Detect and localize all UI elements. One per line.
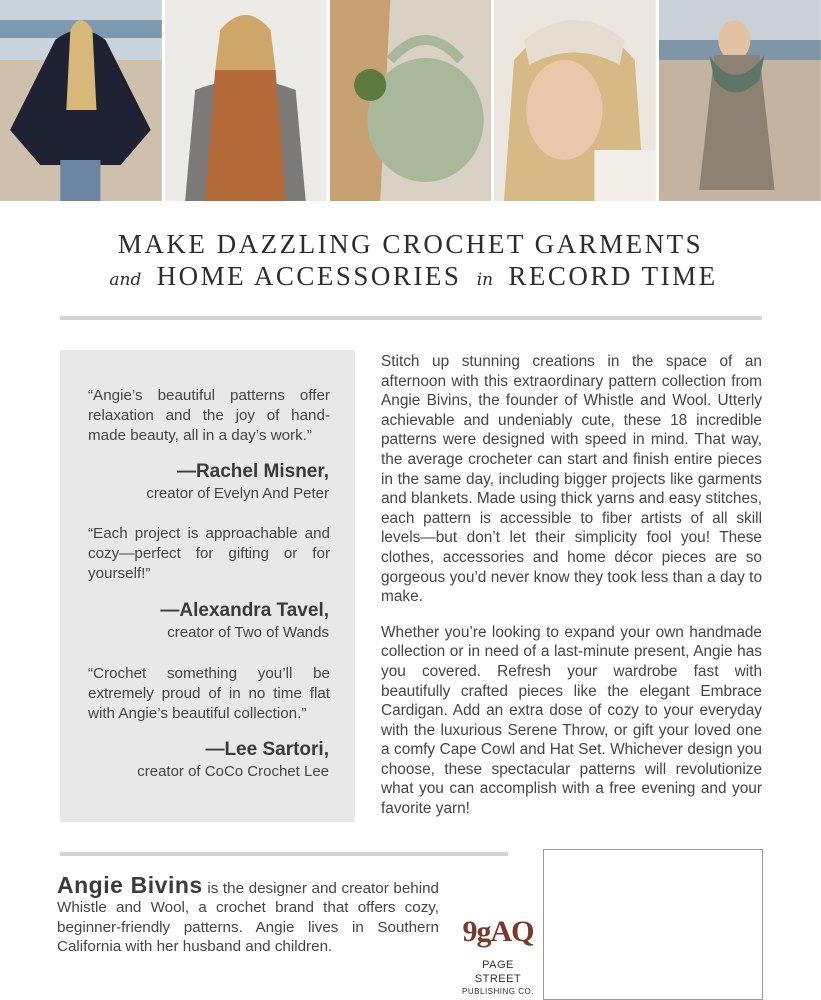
photo-scarf (165, 0, 327, 201)
publisher-name: PAGE STREET (474, 959, 522, 985)
author-bio (57, 872, 440, 957)
testimonial-role-3: creator of CoCo Crochet Lee (137, 763, 329, 780)
photo-strip (0, 0, 821, 201)
testimonial-name-3: —Lee Sartori, (205, 739, 329, 760)
description-paragraph-2: Whether you’re looking to expand your own handmade collection or in need of a last-minute present, Angie has you covered. Refresh your wardrobe fast with beautifully crafted pieces like the elegant Embrace Cardigan. Add an extra dose of cozy to your everyday with the luxurious Serene Throw, or gift your loved one a comfy Cape Cowl and Hat Set. Whichever design you choose, these spectacular patterns will revolutionize what you can accomplish with a free evening and your favorite yarn! (381, 623, 762, 818)
book-description (381, 352, 762, 835)
photo-bag (330, 0, 492, 201)
testimonial-role-1: creator of Evelyn And Peter (146, 485, 329, 502)
photo-cardigan (0, 0, 162, 201)
headline-line-1: MAKE DAZZLING CROCHET GARMENTS (117, 229, 704, 259)
divider-top (60, 316, 762, 320)
testimonial-author-2 (160, 599, 329, 643)
testimonial-author-3 (137, 738, 329, 782)
testimonial-name-2: —Alexandra Tavel, (160, 600, 329, 621)
headline-record-time: RECORD TIME (508, 261, 718, 291)
description-paragraph-1: Stitch up stunning creations in the space of an afternoon with this extraordinary pattern collection from Angie Bivins, the founder of Whistle and Wool. Utterly achievable and undeniably cute, these 18 incredible patterns were designed with speed in mind. That way, the average crocheter can start and finish entire pieces in the same day, including bigger projects like garments and blankets. Made using thick yarns and easy stitches, each pattern is accessible to fiber artists of all skill levels—but don’t let their simplicity fool you! These clothes, accessories and home décor pieces are so gorgeous you’d never know they took less than a day to make. (381, 353, 762, 606)
headline-script-and: and (109, 270, 142, 290)
headline (0, 228, 821, 296)
testimonials-panel (60, 350, 355, 822)
photo-headband (494, 0, 656, 201)
testimonial-quote-2: “Each project is approachable and cozy—perfect for gifting or for yourself!” (88, 525, 330, 582)
headline-script-in: in (476, 270, 494, 290)
author-bio-text: is the designer and creator behind Whistle and Wool, a crochet brand that offers cozy, beginner-friendly patterns. Angie lives in Southern California with her husband and children. (57, 880, 440, 956)
publisher-logo-mark: 9gAQ (462, 915, 534, 948)
divider-bottom (60, 852, 508, 856)
barcode-placeholder-box (543, 849, 763, 1000)
photo-cowl (659, 0, 821, 201)
testimonial-author-1 (146, 460, 329, 504)
testimonial-role-2: creator of Two of Wands (167, 624, 329, 641)
testimonial-quote-3: “Crochet something you’ll be extremely proud of in no time flat with Angie’s beautiful collection.” (88, 665, 330, 722)
headline-home-accessories: HOME ACCESSORIES (156, 261, 462, 291)
testimonial-name-1: —Rachel Misner, (176, 461, 329, 482)
headline-line-2 (0, 260, 821, 296)
publisher-logo (462, 906, 534, 998)
testimonial-quote-1: “Angie’s beautiful patterns offer relaxation and the joy of hand-made beauty, all in a day’s work.” (88, 387, 330, 444)
author-name: Angie Bivins (57, 872, 203, 898)
publisher-subname: PUBLISHING CO. (462, 987, 534, 996)
